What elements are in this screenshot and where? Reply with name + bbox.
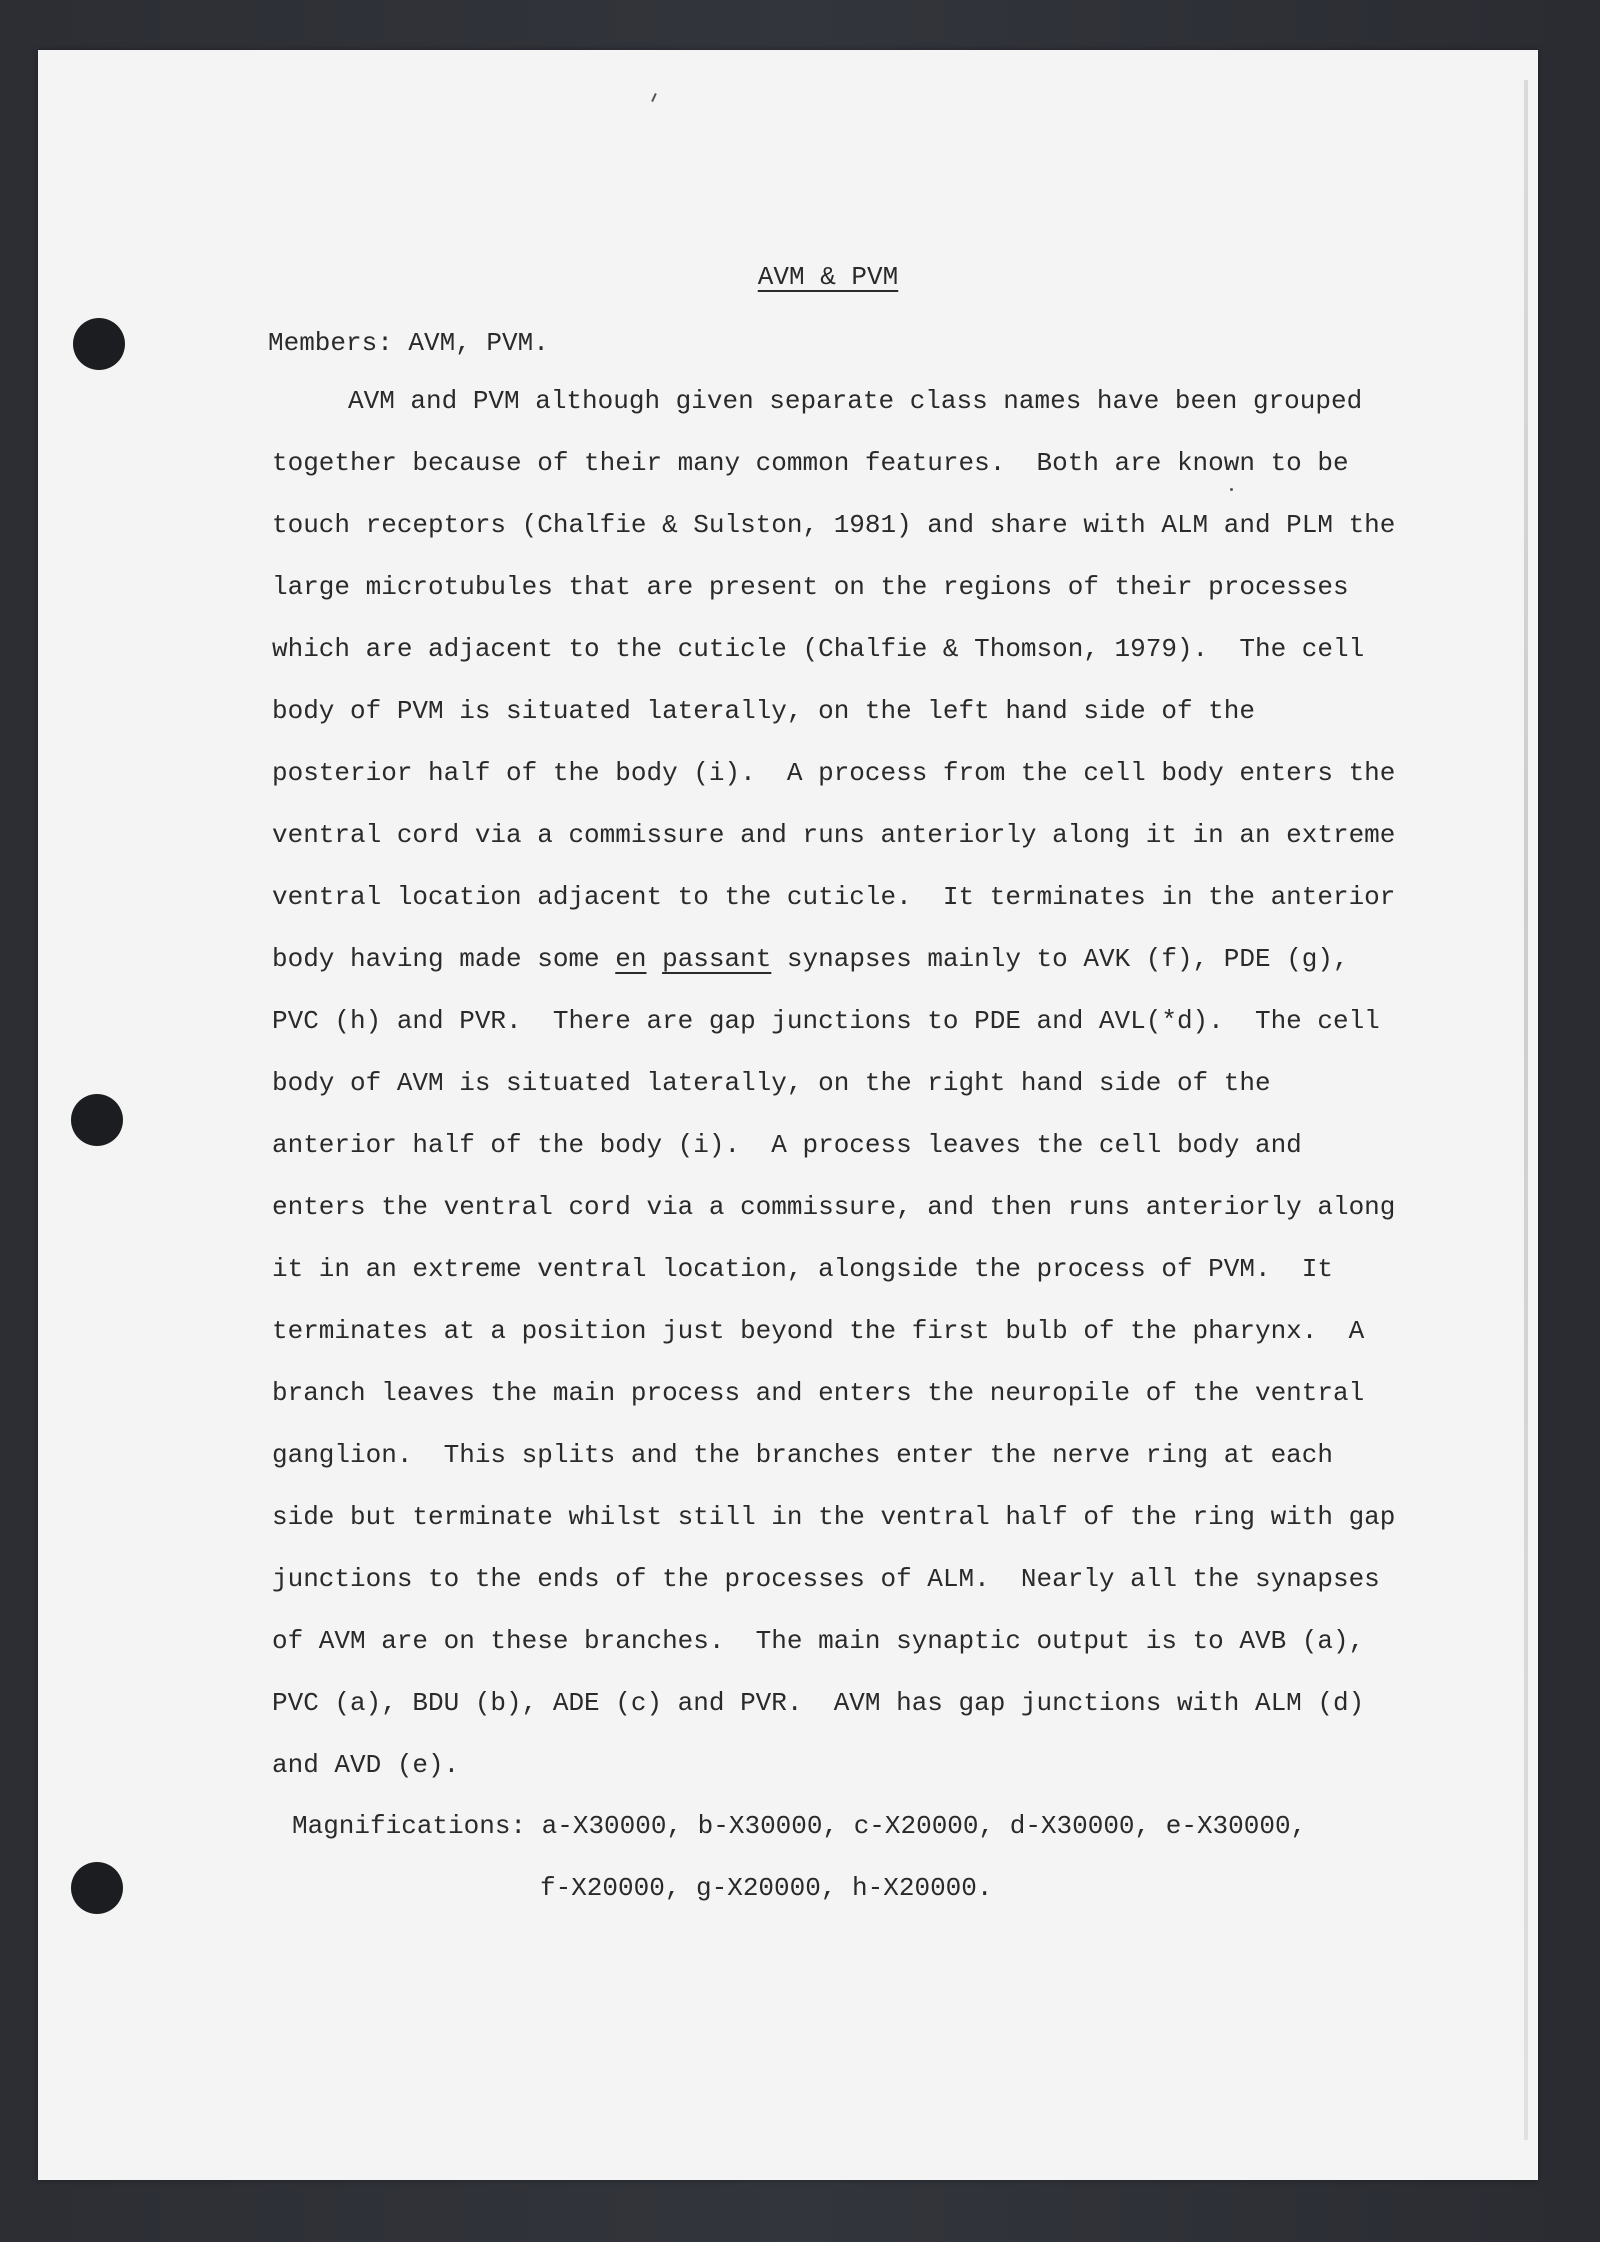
underlined-term-en: en [615, 944, 647, 974]
body-line: ventral location adjacent to the cuticle. It terminates in the anterior [272, 882, 1396, 912]
body-line: ganglion. This splits and the branches enter the nerve ring at each [272, 1440, 1333, 1470]
body-line: body of PVM is situated laterally, on the left hand side of the [272, 696, 1255, 726]
body-line: posterior half of the body (i). A process from the cell body enters the [272, 758, 1396, 788]
body-line: PVC (h) and PVR. There are gap junctions to PDE and AVL(*d). The cell [272, 1006, 1380, 1036]
body-line: terminates at a position just beyond the first bulb of the pharynx. A [272, 1316, 1365, 1346]
body-line: AVM and PVM although given separate class names have been grouped [348, 386, 1363, 416]
magnifications-line: f-X20000, g-X20000, h-X20000. [540, 1873, 993, 1903]
body-line: of AVM are on these branches. The main synaptic output is to AVB (a), [272, 1626, 1365, 1656]
body-line: which are adjacent to the cuticle (Chalfie & Thomson, 1979). The cell [272, 634, 1365, 664]
body-line: together because of their many common features. Both are known to be [272, 448, 1349, 478]
body-line-en-passant [272, 928, 1402, 990]
body-paragraph [272, 370, 1402, 1796]
body-line: enters the ventral cord via a commissure, and then runs anteriorly along [272, 1192, 1396, 1222]
body-text-segment [646, 944, 662, 974]
magnifications-block [292, 1795, 1392, 1919]
body-line: ventral cord via a commissure and runs anteriorly along it in an extreme [272, 820, 1396, 850]
body-line: side but terminate whilst still in the ventral half of the ring with gap [272, 1502, 1396, 1532]
body-line: branch leaves the main process and enters the neuropile of the ventral [272, 1378, 1365, 1408]
body-line: large microtubules that are present on the regions of their processes [272, 572, 1349, 602]
underlined-term-passant: passant [662, 944, 772, 974]
body-line: touch receptors (Chalfie & Sulston, 1981) and share with ALM and PLM the [272, 510, 1396, 540]
members-line: Members: AVM, PVM. [268, 328, 549, 358]
document-title: AVM & PVM [757, 262, 899, 292]
body-line: anterior half of the body (i). A process leaves the cell body and [272, 1130, 1302, 1160]
body-text-segment: body having made some [272, 944, 616, 974]
body-line: and AVD (e). [272, 1750, 460, 1780]
body-line: junctions to the ends of the processes of ALM. Nearly all the synapses [272, 1564, 1380, 1594]
body-line: PVC (a), BDU (b), ADE (c) and PVR. AVM has gap junctions with ALM (d) [272, 1688, 1365, 1718]
body-text-segment: synapses mainly to AVK (f), PDE (g), [771, 944, 1349, 974]
body-line: it in an extreme ventral location, alongside the process of PVM. It [272, 1254, 1333, 1284]
body-line: body of AVM is situated laterally, on the right hand side of the [272, 1068, 1271, 1098]
magnifications-line: Magnifications: a-X30000, b-X30000, c-X20000, d-X30000, e-X30000, [292, 1811, 1307, 1841]
